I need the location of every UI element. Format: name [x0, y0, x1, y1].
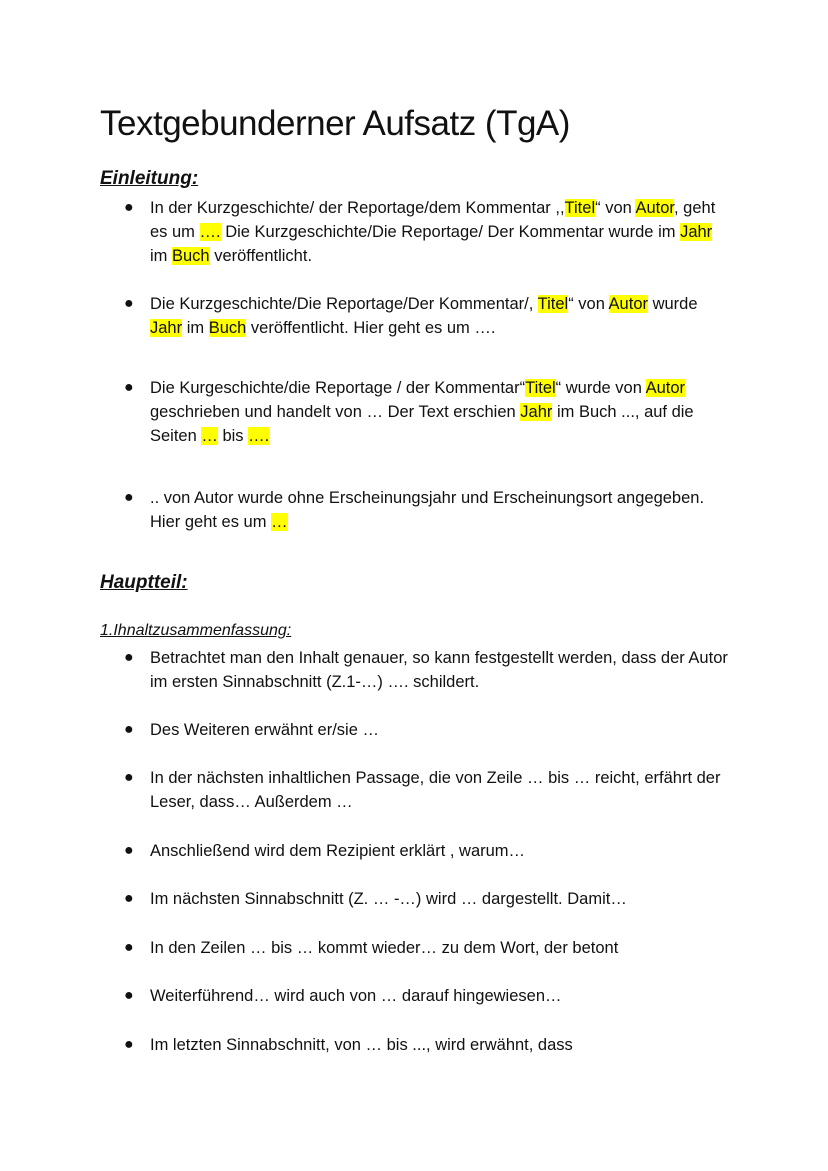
- highlighted-placeholder: Titel: [564, 199, 596, 217]
- item-text: Im nächsten Sinnabschnitt (Z. … -…) wird … dargestellt. Damit…: [150, 890, 627, 908]
- bullet-icon: ●: [124, 489, 134, 506]
- highlighted-placeholder: ….: [199, 223, 221, 241]
- einleitung-item-4: [124, 486, 734, 534]
- text-segment: “ von: [595, 199, 636, 217]
- inhaltszusammenfassung-heading: 1.Ihnaltzusammenfassung:: [100, 622, 292, 639]
- text-segment: Die Kurzgeschichte/Die Reportage/ Der Kommentar wurde im: [220, 223, 681, 241]
- item-text: [150, 196, 734, 268]
- highlighted-placeholder: Autor: [645, 379, 685, 397]
- highlighted-placeholder: …: [271, 513, 288, 531]
- item-text: [150, 486, 734, 534]
- highlighted-placeholder: Jahr: [150, 319, 183, 337]
- highlighted-placeholder: Titel: [525, 379, 556, 397]
- highlighted-placeholder: Buch: [172, 247, 210, 265]
- text-segment: In der Kurzgeschichte/ der Reportage/dem Kommentar ,,: [150, 199, 565, 217]
- text-segment: “ wurde von: [555, 379, 646, 397]
- text-segment: “ von: [568, 295, 609, 313]
- text-segment: .. von Autor wurde ohne Erscheinungsjahr und Erscheinungsort angegeben. Hier geht es um: [150, 489, 705, 531]
- item-text: Im letzten Sinnabschnitt, von … bis ..., wird erwähnt, dass: [150, 1036, 573, 1054]
- bullet-icon: ●: [124, 842, 134, 859]
- document-title: Textgebunderner Aufsatz (TgA): [100, 104, 570, 143]
- text-segment: geschrieben und handelt von … Der Text erschien: [150, 403, 521, 421]
- highlighted-placeholder: ….: [248, 427, 270, 445]
- hauptteil-item-5: [124, 887, 734, 911]
- highlighted-placeholder: Jahr: [680, 223, 713, 241]
- highlighted-placeholder: Buch: [208, 319, 247, 337]
- text-segment: im: [150, 247, 172, 265]
- item-text: In der nächsten inhaltlichen Passage, die von Zeile … bis … reicht, erfährt der Leser, dass… Außerdem …: [150, 769, 721, 811]
- item-text: Anschließend wird dem Rezipient erklärt , warum…: [150, 842, 526, 860]
- hauptteil-item-6: [124, 936, 734, 960]
- item-text: Des Weiteren erwähnt er/sie …: [150, 721, 379, 739]
- text-segment: , geht es um: [150, 199, 716, 241]
- highlighted-placeholder: Titel: [537, 295, 569, 313]
- text-segment: bis: [217, 427, 249, 445]
- bullet-icon: ●: [124, 987, 134, 1004]
- text-segment: veröffentlicht. Hier geht es um ….: [246, 319, 496, 337]
- text-segment: veröffentlicht.: [209, 247, 313, 265]
- text-segment: Die Kurgeschichte/die Reportage / der Kommentar“: [150, 379, 526, 397]
- bullet-icon: ●: [124, 769, 134, 786]
- highlighted-placeholder: …: [201, 427, 218, 445]
- text-segment: im Buch ..., auf die Seiten: [150, 403, 694, 445]
- hauptteil-item-4: [124, 839, 734, 863]
- bullet-icon: ●: [124, 890, 134, 907]
- einleitung-item-1: [124, 196, 734, 268]
- bullet-icon: ●: [124, 649, 134, 666]
- hauptteil-item-1: [124, 646, 734, 694]
- text-segment: wurde: [647, 295, 698, 313]
- einleitung-item-3: [124, 376, 734, 448]
- hauptteil-item-3: [124, 766, 734, 814]
- hauptteil-item-7: [124, 984, 734, 1008]
- item-text: [150, 376, 734, 448]
- hauptteil-item-2: [124, 718, 734, 742]
- item-text: Weiterführend… wird auch von … darauf hingewiesen…: [150, 987, 562, 1005]
- bullet-icon: ●: [124, 295, 134, 312]
- bullet-icon: ●: [124, 721, 134, 738]
- einleitung-item-2: [124, 292, 734, 340]
- text-segment: im: [182, 319, 209, 337]
- text-segment: Die Kurzgeschichte/Die Reportage/Der Kommentar/,: [150, 295, 538, 313]
- hauptteil-item-8: [124, 1033, 734, 1057]
- item-text: Betrachtet man den Inhalt genauer, so kann festgestellt werden, dass der Autor im ersten Sinnabschnitt (Z.1-…) …. schildert.: [150, 649, 728, 691]
- highlighted-placeholder: Autor: [608, 295, 648, 313]
- item-text: In den Zeilen … bis … kommt wieder… zu dem Wort, der betont: [150, 939, 619, 957]
- bullet-icon: ●: [124, 939, 134, 956]
- bullet-icon: ●: [124, 1036, 134, 1053]
- hauptteil-heading: Hauptteil:: [100, 572, 188, 593]
- bullet-icon: ●: [124, 379, 134, 396]
- highlighted-placeholder: Autor: [635, 199, 674, 217]
- bullet-icon: ●: [124, 199, 134, 216]
- item-text: [150, 292, 734, 340]
- einleitung-heading: Einleitung:: [100, 168, 199, 189]
- highlighted-placeholder: Jahr: [520, 403, 553, 421]
